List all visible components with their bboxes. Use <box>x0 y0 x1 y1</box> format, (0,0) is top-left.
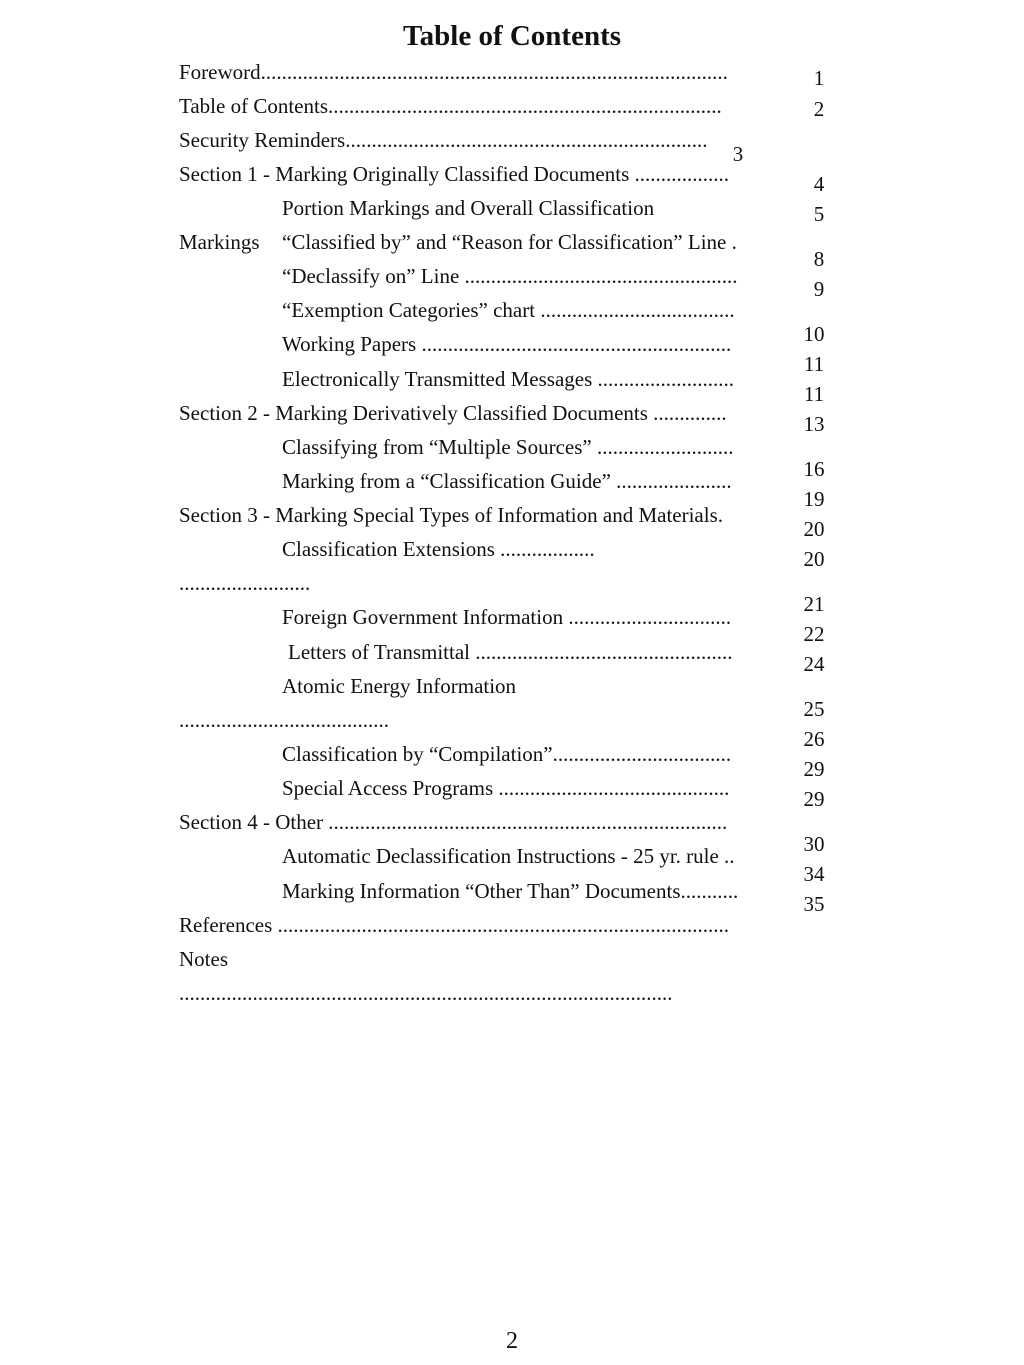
toc-page-number: 24 <box>803 652 825 676</box>
toc-page-number: 1 <box>813 66 825 90</box>
toc-entry-markings-continuation: Markings <box>179 230 260 254</box>
toc-entry-notes: Notes <box>179 947 228 971</box>
toc-page-number: 8 <box>813 247 825 271</box>
toc-entry-working-papers: Working Papers ........................................................... <box>282 332 732 356</box>
toc-page-number: 25 <box>803 697 825 721</box>
toc-leader-continuation: .............................................................................................. <box>179 981 673 1005</box>
toc-page-number: 4 <box>813 172 825 196</box>
toc-entry-special-access: Special Access Programs ............................................ <box>282 776 730 800</box>
toc-entry-automatic-declassification: Automatic Declassification Instructions - 25 yr. rule .. <box>282 844 735 868</box>
toc-page-number: 26 <box>803 727 825 751</box>
toc-page-number: 16 <box>803 457 825 481</box>
toc-entry-classification-extensions: Classification Extensions .................. <box>282 537 595 561</box>
toc-entry-letters-of-transmittal: Letters of Transmittal ................................................. <box>288 640 733 664</box>
toc-page-number: 20 <box>803 547 825 571</box>
toc-page-number: 34 <box>803 862 825 886</box>
toc-entry-foreign-government: Foreign Government Information ............................... <box>282 605 732 629</box>
toc-entry-table-of-contents: Table of Contents........................................................................... <box>179 94 722 118</box>
toc-page-number: 35 <box>803 892 825 916</box>
page-title: Table of Contents <box>402 20 622 52</box>
toc-page-number: 11 <box>803 352 825 376</box>
toc-entry-other-than-documents: Marking Information “Other Than” Documents........... <box>282 879 739 903</box>
toc-entry-section-4: Section 4 - Other ............................................................................ <box>179 810 728 834</box>
toc-page-number: 3 <box>732 142 744 166</box>
footer-page-number: 2 <box>506 1328 518 1354</box>
toc-entry-foreword: Foreword......................................................................................... <box>179 60 728 84</box>
toc-page-number: 29 <box>803 787 825 811</box>
toc-entry-security-reminders: Security Reminders..................................................................... <box>179 128 708 152</box>
toc-page-number: 30 <box>803 832 825 856</box>
toc-entry-classified-by: “Classified by” and “Reason for Classification” Line . <box>282 230 737 254</box>
toc-page-number: 21 <box>803 592 825 616</box>
toc-page-number: 11 <box>803 382 825 406</box>
toc-page-number: 9 <box>813 277 825 301</box>
toc-page-number: 10 <box>803 322 825 346</box>
toc-entry-exemption-categories: “Exemption Categories” chart ..................................... <box>282 298 735 322</box>
toc-page-number: 2 <box>813 97 825 121</box>
toc-entry-section-2: Section 2 - Marking Derivatively Classified Documents .............. <box>179 401 727 425</box>
toc-page-number: 5 <box>813 202 825 226</box>
toc-entry-multiple-sources: Classifying from “Multiple Sources” .......................... <box>282 435 734 459</box>
toc-entry-portion-markings: Portion Markings and Overall Classification <box>282 196 655 220</box>
toc-entry-section-3: Section 3 - Marking Special Types of Information and Materials. <box>179 503 724 527</box>
toc-entry-atomic-energy: Atomic Energy Information <box>282 674 517 698</box>
toc-page-number: 20 <box>803 517 825 541</box>
toc-leader-continuation: ........................................ <box>179 708 389 732</box>
toc-entry-compilation: Classification by “Compilation”.................................. <box>282 742 732 766</box>
toc-page-number: 22 <box>803 622 825 646</box>
toc-leader-continuation: ......................... <box>179 571 311 595</box>
toc-page-number: 29 <box>803 757 825 781</box>
toc-page-number: 13 <box>803 412 825 436</box>
toc-page-number: 19 <box>803 487 825 511</box>
toc-entry-section-1: Section 1 - Marking Originally Classified Documents .................. <box>179 162 730 186</box>
toc-entry-classification-guide: Marking from a “Classification Guide” ...................... <box>282 469 732 493</box>
toc-entry-electronic-messages: Electronically Transmitted Messages .......................... <box>282 367 735 391</box>
toc-entry-declassify-on: “Declassify on” Line .................................................... <box>282 264 738 288</box>
toc-entry-references: References ...................................................................................... <box>179 913 730 937</box>
